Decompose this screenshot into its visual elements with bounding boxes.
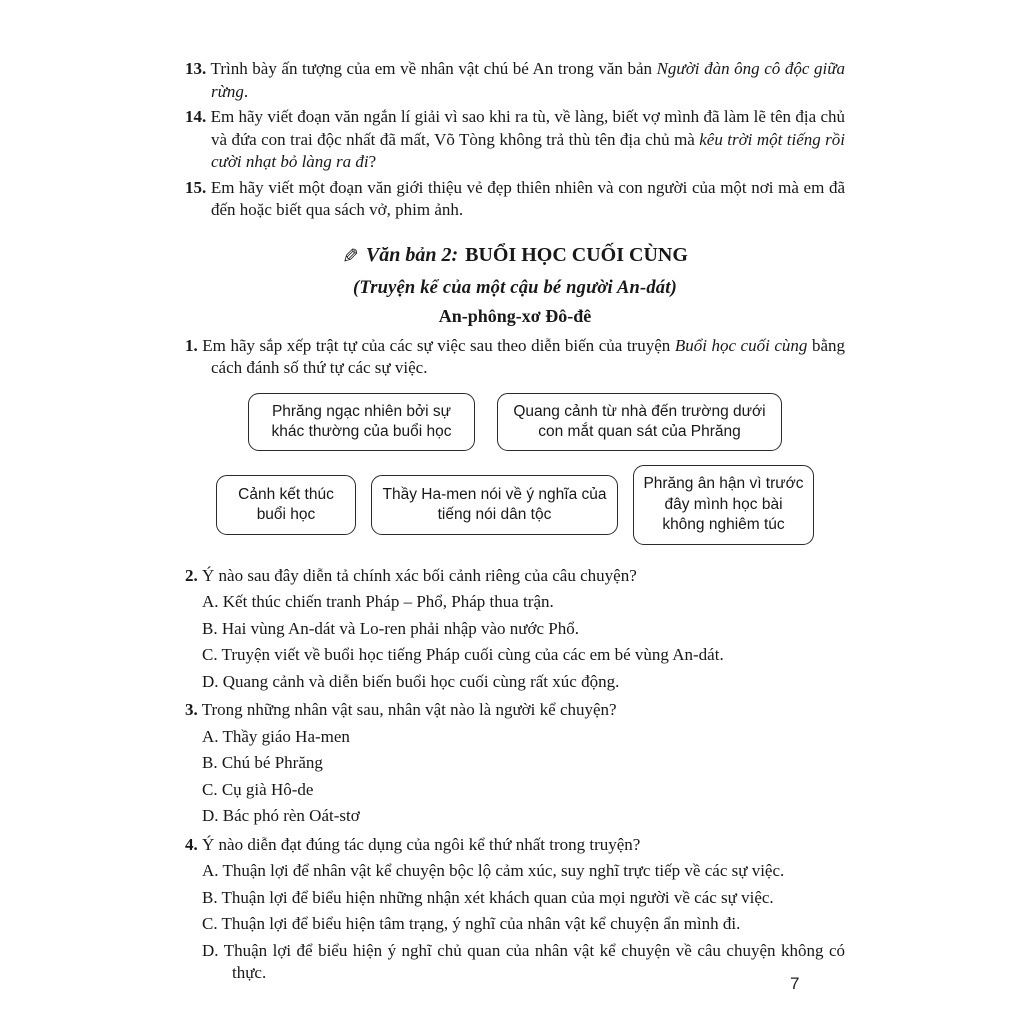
- question-text-tail: bằng cách đánh số thứ tự các sự việc.: [211, 335, 846, 377]
- option-c: C. Thuận lợi để biểu hiện tâm trạng, ý nghĩ của nhân vật kể chuyện ẩn mình đi.: [202, 914, 741, 934]
- option-b: B. Hai vùng An-dát và Lo-ren phải nhập vào nước Phổ.: [202, 618, 580, 638]
- question-number: 14.: [185, 107, 207, 126]
- event-box: Quang cảnh từ nhà đến trường dưới con mắt quan sát của Phrăng: [497, 393, 782, 452]
- exercise-3-options: [202, 726, 845, 828]
- question-number: 1.: [185, 335, 198, 355]
- question-italic-title: Người đàn ông cô độc giữa rừng: [211, 59, 845, 101]
- event-boxes-row-1: [185, 393, 845, 452]
- section-label: Văn bản 2:: [365, 243, 459, 266]
- option-b: B. Thuận lợi để biểu hiện những nhận xét khách quan của mọi người về các sự việc.: [202, 887, 774, 907]
- question-text: Ý nào diễn đạt đúng tác dụng của ngôi kể thứ nhất trong truyện?: [202, 834, 641, 854]
- section-subtitle: (Truyện kể của một cậu bé người An-dát): [353, 277, 677, 298]
- question-14: [185, 106, 845, 174]
- exercise-4-question: [185, 834, 845, 857]
- option-d: D. Thuận lợi để biểu hiện ý nghĩ chủ quan của nhân vật kể chuyện về câu chuyện không có thực.: [202, 940, 845, 983]
- exercise-2-options: [202, 591, 845, 693]
- question-number: 4.: [185, 834, 198, 854]
- question-text: Ý nào sau đây diễn tả chính xác bối cảnh riêng của câu chuyện?: [202, 565, 637, 585]
- event-box: Thầy Ha-men nói về ý nghĩa của tiếng nói dân tộc: [371, 475, 618, 535]
- exercise-1: [185, 335, 845, 380]
- event-box: Phrăng ân hận vì trước đây mình học bài không nghiêm túc: [633, 465, 814, 544]
- question-italic-quote: kêu trời một tiếng rồi cười nhạt bỏ làng ra đi: [211, 129, 845, 171]
- exercise-3-question: [185, 699, 845, 722]
- option-d: D. Bác phó rèn Oát-stơ: [202, 806, 360, 826]
- exercise-3: [185, 699, 845, 828]
- question-number: 15.: [185, 177, 207, 197]
- question-text: Em hãy viết đoạn văn ngắn lí giải vì sao khi ra tù, về làng, biết vợ mình đã làm lẽ tên địa chủ và đứa con trai độc nhất đã mất, Võ Tòng không trả thù tên địa chủ mà: [210, 107, 845, 149]
- event-boxes-row-2: [185, 465, 845, 544]
- section-heading: [185, 242, 845, 269]
- question-13: [185, 58, 845, 103]
- event-box: Phrăng ngạc nhiên bởi sự khác thường của buổi học: [248, 393, 475, 452]
- exercise-4: [185, 834, 845, 985]
- question-italic-title: Buổi học cuối cùng: [674, 335, 808, 355]
- question-number: 2.: [185, 565, 198, 585]
- option-d: D. Quang cảnh và diễn biến buổi học cuối cùng rất xúc động.: [202, 671, 620, 691]
- event-box: Cảnh kết thúc buổi học: [216, 475, 356, 535]
- section-author: An-phông-xơ Đô-đê: [438, 305, 592, 326]
- question-text-tail: ?: [368, 152, 377, 171]
- page-content: [185, 58, 845, 989]
- question-text: Trình bày ấn tượng của em về nhân vật chú bé An trong văn bản: [210, 59, 657, 78]
- question-15: [185, 177, 845, 222]
- pencil-icon: ✎: [342, 243, 359, 268]
- exercise-2: [185, 565, 845, 694]
- question-number: 13.: [185, 59, 207, 78]
- option-c: C. Truyện viết về buổi học tiếng Pháp cuối cùng của các em bé vùng An-dát.: [202, 645, 724, 665]
- question-text: Trong những nhân vật sau, nhân vật nào là người kể chuyện?: [201, 700, 617, 720]
- option-a: A. Kết thúc chiến tranh Pháp – Phổ, Pháp thua trận.: [202, 592, 554, 612]
- question-number: 3.: [185, 700, 198, 720]
- option-a: A. Thuận lợi để nhân vật kể chuyện bộc lộ cảm xúc, suy nghĩ trực tiếp về các sự việc.: [202, 861, 785, 881]
- section-title: BUỔI HỌC CUỐI CÙNG: [465, 243, 688, 266]
- question-text: Em hãy sắp xếp trật tự của các sự việc sau theo diễn biến của truyện: [202, 335, 675, 355]
- exercise-4-options: [202, 860, 845, 985]
- option-b: B. Chú bé Phrăng: [202, 753, 323, 773]
- option-c: C. Cụ già Hô-de: [202, 779, 314, 799]
- page-number: 7: [790, 974, 800, 993]
- question-text-tail: .: [243, 81, 249, 101]
- question-text: Em hãy viết một đoạn văn giới thiệu vẻ đẹp thiên nhiên và con người của một nơi mà em đã đến hoặc biết qua sách vở, phim ảnh.: [210, 177, 845, 219]
- option-a: A. Thầy giáo Ha-men: [202, 726, 350, 746]
- exercise-2-question: [185, 565, 845, 588]
